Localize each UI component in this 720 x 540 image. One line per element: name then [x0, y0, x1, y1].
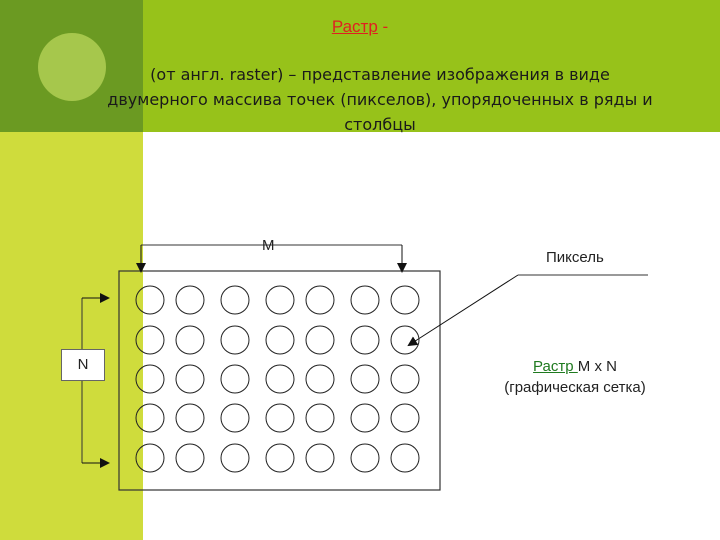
label-n-box	[61, 349, 105, 381]
pixel-dot	[306, 404, 334, 432]
label-m: M	[262, 237, 275, 254]
pixel-dot	[221, 365, 249, 393]
pixel-dot	[306, 326, 334, 354]
raster-word: Растр	[533, 358, 578, 375]
pixel-dot	[391, 404, 419, 432]
label-n: N	[77, 356, 89, 373]
pixel-dot	[351, 286, 379, 314]
pixel-dot	[306, 365, 334, 393]
pixel-dot	[176, 365, 204, 393]
pixel-dot	[266, 326, 294, 354]
title-dash: -	[377, 17, 389, 36]
raster-line	[480, 356, 670, 377]
pixel-dot	[221, 404, 249, 432]
pixel-dot	[351, 404, 379, 432]
pixel-dot	[136, 444, 164, 472]
pixel-callout	[409, 275, 648, 345]
pixel-dot	[136, 365, 164, 393]
pixel-dot	[221, 286, 249, 314]
pixel-dot	[266, 444, 294, 472]
pixel-dot	[221, 326, 249, 354]
pixel-dot	[266, 404, 294, 432]
definition-text: (от англ. raster) – представление изображения в виде двумерного массива точек (пикселов), упорядоченных в ряды и столбцы	[107, 65, 653, 134]
label-pixel: Пиксель	[546, 249, 604, 266]
pixel-dot	[391, 365, 419, 393]
pixel-dot	[176, 286, 204, 314]
pixel-dot	[306, 444, 334, 472]
pixel-dot	[306, 286, 334, 314]
raster-label	[480, 356, 670, 398]
pixel-dot	[391, 444, 419, 472]
pixel-dot	[176, 404, 204, 432]
pixel-dot	[136, 286, 164, 314]
pixel-dot	[391, 326, 419, 354]
pixel-dot	[351, 365, 379, 393]
pixel-dot	[351, 326, 379, 354]
title-word: Растр	[331, 17, 378, 36]
pixel-dot	[221, 444, 249, 472]
pixel-dot	[136, 404, 164, 432]
pixel-dot	[391, 286, 419, 314]
pixel-dot	[266, 286, 294, 314]
pixel-grid	[136, 286, 419, 472]
pixel-dot	[176, 444, 204, 472]
raster-dims: M x N	[577, 358, 617, 375]
pixel-dot	[136, 326, 164, 354]
pixel-dot	[351, 444, 379, 472]
pixel-dot	[176, 326, 204, 354]
pixel-dot	[266, 365, 294, 393]
raster-caption: (графическая сетка)	[504, 379, 646, 396]
